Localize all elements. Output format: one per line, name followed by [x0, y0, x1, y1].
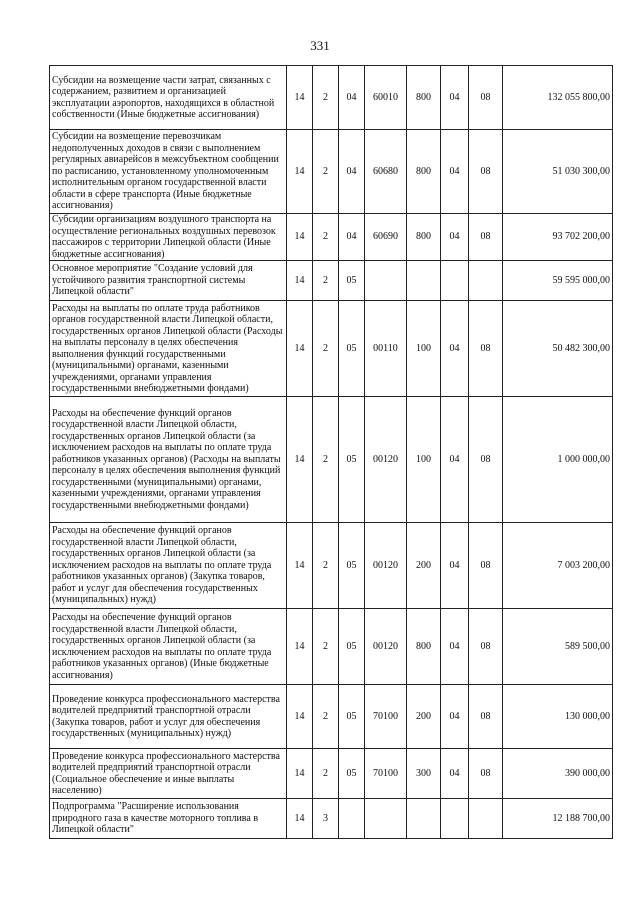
- cell-code-2: 3: [313, 799, 339, 839]
- row-description: Проведение конкурса профессионального мастерства водителей предприятий транспортной отрасли (Социальное обеспечение и иные выплаты населению): [50, 749, 287, 799]
- table-row: [50, 799, 613, 839]
- cell-code-5: [407, 261, 441, 301]
- cell-code-2: 2: [313, 261, 339, 301]
- row-amount: 12 188 700,00: [503, 799, 613, 839]
- cell-code-6: [441, 261, 469, 301]
- cell-code-4: 00120: [365, 397, 407, 523]
- cell-code-5: 200: [407, 685, 441, 749]
- cell-code-5: 800: [407, 609, 441, 685]
- table-row: [50, 66, 613, 130]
- row-description: Основное мероприятие "Создание условий для устойчивого развития транспортной системы Липецкой области": [50, 261, 287, 301]
- cell-code-1: 14: [287, 749, 313, 799]
- cell-code-7: 08: [469, 214, 503, 261]
- cell-code-5: 800: [407, 214, 441, 261]
- table-row: [50, 130, 613, 214]
- cell-code-6: 04: [441, 609, 469, 685]
- cell-code-7: [469, 799, 503, 839]
- row-amount: 130 000,00: [503, 685, 613, 749]
- cell-code-1: 14: [287, 799, 313, 839]
- cell-code-7: [469, 261, 503, 301]
- cell-code-1: 14: [287, 261, 313, 301]
- cell-code-7: 08: [469, 685, 503, 749]
- row-amount: 390 000,00: [503, 749, 613, 799]
- cell-code-4: [365, 799, 407, 839]
- cell-code-7: 08: [469, 66, 503, 130]
- cell-code-3: 05: [339, 609, 365, 685]
- cell-code-1: 14: [287, 523, 313, 609]
- cell-code-6: 04: [441, 214, 469, 261]
- row-amount: 589 500,00: [503, 609, 613, 685]
- cell-code-1: 14: [287, 214, 313, 261]
- table-row: [50, 301, 613, 397]
- budget-table: [49, 65, 613, 839]
- cell-code-5: 100: [407, 397, 441, 523]
- cell-code-4: 00120: [365, 609, 407, 685]
- cell-code-3: 04: [339, 214, 365, 261]
- cell-code-6: 04: [441, 523, 469, 609]
- row-amount: 1 000 000,00: [503, 397, 613, 523]
- cell-code-5: 100: [407, 301, 441, 397]
- cell-code-7: 08: [469, 301, 503, 397]
- cell-code-1: 14: [287, 685, 313, 749]
- table-row: [50, 397, 613, 523]
- cell-code-7: 08: [469, 749, 503, 799]
- row-description: Подпрограмма "Расширение использования природного газа в качестве моторного топлива в Липецкой области": [50, 799, 287, 839]
- cell-code-2: 2: [313, 66, 339, 130]
- cell-code-7: 08: [469, 130, 503, 214]
- table-row: [50, 609, 613, 685]
- row-description: Субсидии на возмещение перевозчикам недополученных доходов в связи с выполнением регулярных авиарейсов в межсубъектном сообщении по расписанию, установленному уполномоченным исполнительным органом государственной власти области в сфере транспорта (Иные бюджетные ассигнования): [50, 130, 287, 214]
- cell-code-7: 08: [469, 609, 503, 685]
- cell-code-7: 08: [469, 397, 503, 523]
- table-row: [50, 749, 613, 799]
- cell-code-6: [441, 799, 469, 839]
- table-row: [50, 214, 613, 261]
- cell-code-2: 2: [313, 749, 339, 799]
- cell-code-6: 04: [441, 301, 469, 397]
- table-row: [50, 685, 613, 749]
- table-row: [50, 523, 613, 609]
- table-body: [50, 66, 613, 839]
- cell-code-2: 2: [313, 301, 339, 397]
- row-description: Расходы на выплаты по оплате труда работников органов государственной власти Липецкой области, государственных органов Липецкой области (Расходы на выплаты персоналу в целях обеспечения выполнения функций государственными (муниципальными) органами, казенными учреждениями, органами управления государственными внебюджетными фондами): [50, 301, 287, 397]
- row-amount: 59 595 000,00: [503, 261, 613, 301]
- cell-code-7: 08: [469, 523, 503, 609]
- cell-code-5: 300: [407, 749, 441, 799]
- table-row: [50, 261, 613, 301]
- cell-code-4: 70100: [365, 749, 407, 799]
- row-description: Субсидии на возмещение части затрат, связанных с содержанием, развитием и организацией эксплуатации аэропортов, находящихся в областной собственности (Иные бюджетные ассигнования): [50, 66, 287, 130]
- cell-code-4: 00120: [365, 523, 407, 609]
- row-amount: 132 055 800,00: [503, 66, 613, 130]
- row-amount: 7 003 200,00: [503, 523, 613, 609]
- row-description: Расходы на обеспечение функций органов государственной власти Липецкой области, государственных органов Липецкой области (за исключением расходов на выплаты по оплате труда работников указанных органов) (Иные бюджетные ассигнования): [50, 609, 287, 685]
- row-description: Расходы на обеспечение функций органов государственной власти Липецкой области, государственных органов Липецкой области (за исключением расходов на выплаты по оплате труда работников указанных органов) (Расходы на выплаты персоналу в целях обеспечения выполнения функций государственными (муниципальными) органами, казенными учреждениями, органами управления государственными внебюджетными фондами): [50, 397, 287, 523]
- cell-code-3: 05: [339, 397, 365, 523]
- cell-code-3: 05: [339, 523, 365, 609]
- cell-code-6: 04: [441, 685, 469, 749]
- cell-code-4: 70100: [365, 685, 407, 749]
- cell-code-2: 2: [313, 397, 339, 523]
- cell-code-5: [407, 799, 441, 839]
- cell-code-2: 2: [313, 685, 339, 749]
- row-description: Проведение конкурса профессионального мастерства водителей предприятий транспортной отрасли (Закупка товаров, работ и услуг для обеспечения государственных (муниципальных) нужд): [50, 685, 287, 749]
- cell-code-2: 2: [313, 523, 339, 609]
- row-amount: 93 702 200,00: [503, 214, 613, 261]
- cell-code-2: 2: [313, 609, 339, 685]
- cell-code-6: 04: [441, 397, 469, 523]
- cell-code-4: 00110: [365, 301, 407, 397]
- page-number: 331: [310, 38, 330, 53]
- row-description: Расходы на обеспечение функций органов государственной власти Липецкой области, государственных органов Липецкой области (за исключением расходов на выплаты по оплате труда работников указанных органов) (Закупка товаров, работ и услуг для обеспечения государственных (муниципальных) нужд): [50, 523, 287, 609]
- cell-code-5: 800: [407, 130, 441, 214]
- cell-code-5: 200: [407, 523, 441, 609]
- row-amount: 50 482 300,00: [503, 301, 613, 397]
- cell-code-2: 2: [313, 214, 339, 261]
- cell-code-1: 14: [287, 66, 313, 130]
- cell-code-3: [339, 799, 365, 839]
- cell-code-4: 60680: [365, 130, 407, 214]
- cell-code-4: 60010: [365, 66, 407, 130]
- cell-code-4: [365, 261, 407, 301]
- cell-code-3: 05: [339, 261, 365, 301]
- cell-code-3: 04: [339, 66, 365, 130]
- cell-code-3: 05: [339, 749, 365, 799]
- cell-code-1: 14: [287, 301, 313, 397]
- cell-code-2: 2: [313, 130, 339, 214]
- cell-code-6: 04: [441, 130, 469, 214]
- cell-code-1: 14: [287, 130, 313, 214]
- cell-code-1: 14: [287, 609, 313, 685]
- row-amount: 51 030 300,00: [503, 130, 613, 214]
- row-description: Субсидии организациям воздушного транспорта на осуществление региональных воздушных перевозок пассажиров с территории Липецкой области (Иные бюджетные ассигнования): [50, 214, 287, 261]
- cell-code-3: 05: [339, 301, 365, 397]
- cell-code-6: 04: [441, 66, 469, 130]
- cell-code-4: 60690: [365, 214, 407, 261]
- cell-code-1: 14: [287, 397, 313, 523]
- cell-code-6: 04: [441, 749, 469, 799]
- cell-code-5: 800: [407, 66, 441, 130]
- cell-code-3: 05: [339, 685, 365, 749]
- cell-code-3: 04: [339, 130, 365, 214]
